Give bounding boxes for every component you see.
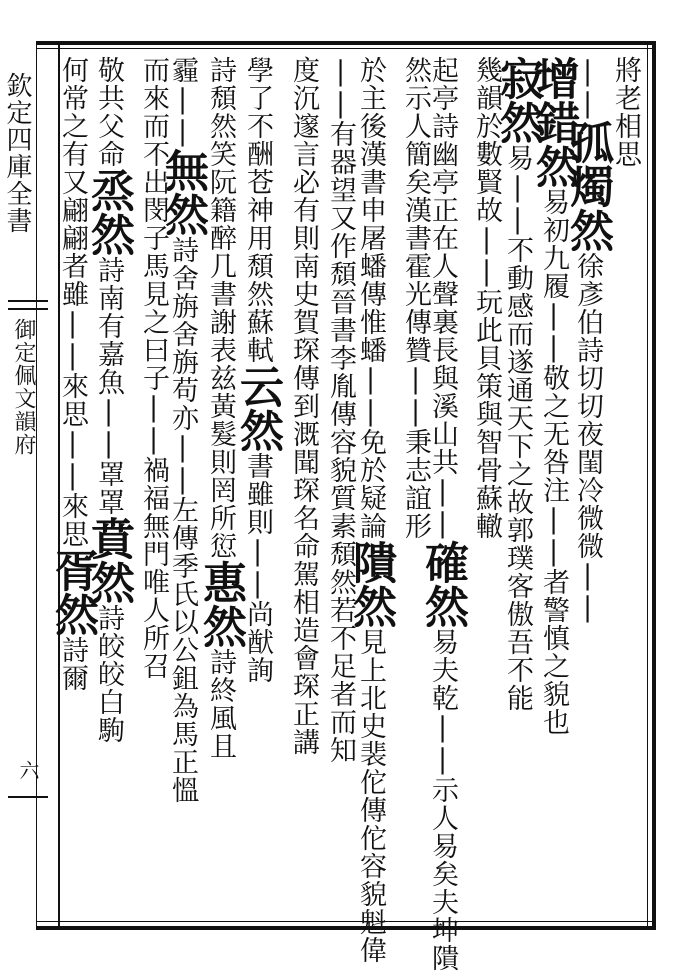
column-text: 書雖則||尚猷詢 [242,452,273,684]
text-column [492,56,543,918]
text-column [157,56,208,918]
top-border-rule [36,41,656,45]
column-text: 然示人簡矣漢書霍光傳贊||秉志誼形 [400,56,431,540]
column-text: 徐彥伯詩切切夜閨冷微微|| [572,252,603,624]
headword: 胥然 [47,548,98,636]
headword: 確然 [417,540,468,628]
bottom-inner-rule [36,921,656,922]
text-column [232,56,283,918]
text-column [417,56,468,972]
text-column [345,56,396,964]
column-text: ||有器望又作頹晉書李胤傳容貌質素頹然若不足者而知 [325,56,356,764]
column-text: 幾韻於數賢故||玩此貝策與智骨蘇轍 [471,56,502,540]
column-text: 易初九履||敬之无咎注||者警慎之貌也 [538,188,569,736]
column-text: 起亭詩幽亭正在人聲裏長與溪山共|| [427,56,458,540]
right-inner-rule [647,41,648,930]
margin-section-title: 御定佩文韻府 [11,318,36,456]
headword: 增錯然 [528,56,579,188]
column-text: || [572,56,603,120]
margin-bottom-fishtail [8,796,48,798]
column-text: 詩爾 [57,636,88,692]
column-text: 詩皎皎白駒 [93,604,124,744]
headword: 賁然 [83,516,134,604]
text-column [195,56,246,918]
top-inner-rule [36,48,656,49]
column-text: 而來而不出閔子馬見之曰子||禍福無門唯人所召 [138,56,169,680]
headword: 隤然 [345,540,396,628]
column-text: 又翩翩者雖||來思||來思 [57,168,88,548]
text-column [83,56,134,918]
column-text: 於主後漢書申屠蟠傳惟蟠||免於疑論 [355,56,386,540]
column-text: 霾|| [167,56,198,148]
headword: 烝然 [83,168,134,256]
column-text: 將老相思 [610,56,641,168]
column-text: 詩頹然笑阮籍醉几書謝表 [205,56,236,364]
column-text: 見上北史裴佗傳佗容貌魁偉 [355,628,386,964]
column-text: 易||不動感而遂通天下之故郭璞客傲吾不能 [502,144,533,712]
margin-lower-fishtail [8,308,48,310]
headword: 孤燭然 [562,120,613,252]
margin-upper-fishtail [8,300,48,302]
column-text: 何常之有 [57,56,88,168]
text-column [466,56,500,918]
column-text: 易夫乾||示人易矣夫坤隤 [427,628,458,972]
column-text: 詩終風且 [205,648,236,760]
text-column [562,56,613,918]
text-column [395,56,429,918]
column-text: 兹黃髮則罔所愆 [205,364,236,560]
right-border-rule [652,41,656,930]
column-text: 敬共父命 [93,56,124,168]
headword: 寂然 [492,56,543,144]
text-column [528,56,579,918]
margin-book-title: 欽定四庫全書 [2,72,32,234]
text-column [47,56,98,918]
text-column [283,56,317,918]
column-text: 詩舍旃舍旃苟亦||左傳季氏以公鉏為馬正慍 [167,236,198,804]
bottom-border-rule [36,926,656,930]
text-column [133,56,167,918]
column-text: 詩南有嘉魚||罩罩 [93,256,124,516]
text-column [320,56,354,918]
margin-page-number: 六 [16,760,40,781]
headword: 無然 [157,148,208,236]
column-text: 學了不酬苍神用頹然蘇軾 [242,56,273,364]
column-text: 度沉邃言必有則南史賀琛傳到溉聞琛名命駕相造會琛正講 [288,56,319,756]
headword: 惠然 [195,560,246,648]
headword: 云然 [232,364,283,452]
